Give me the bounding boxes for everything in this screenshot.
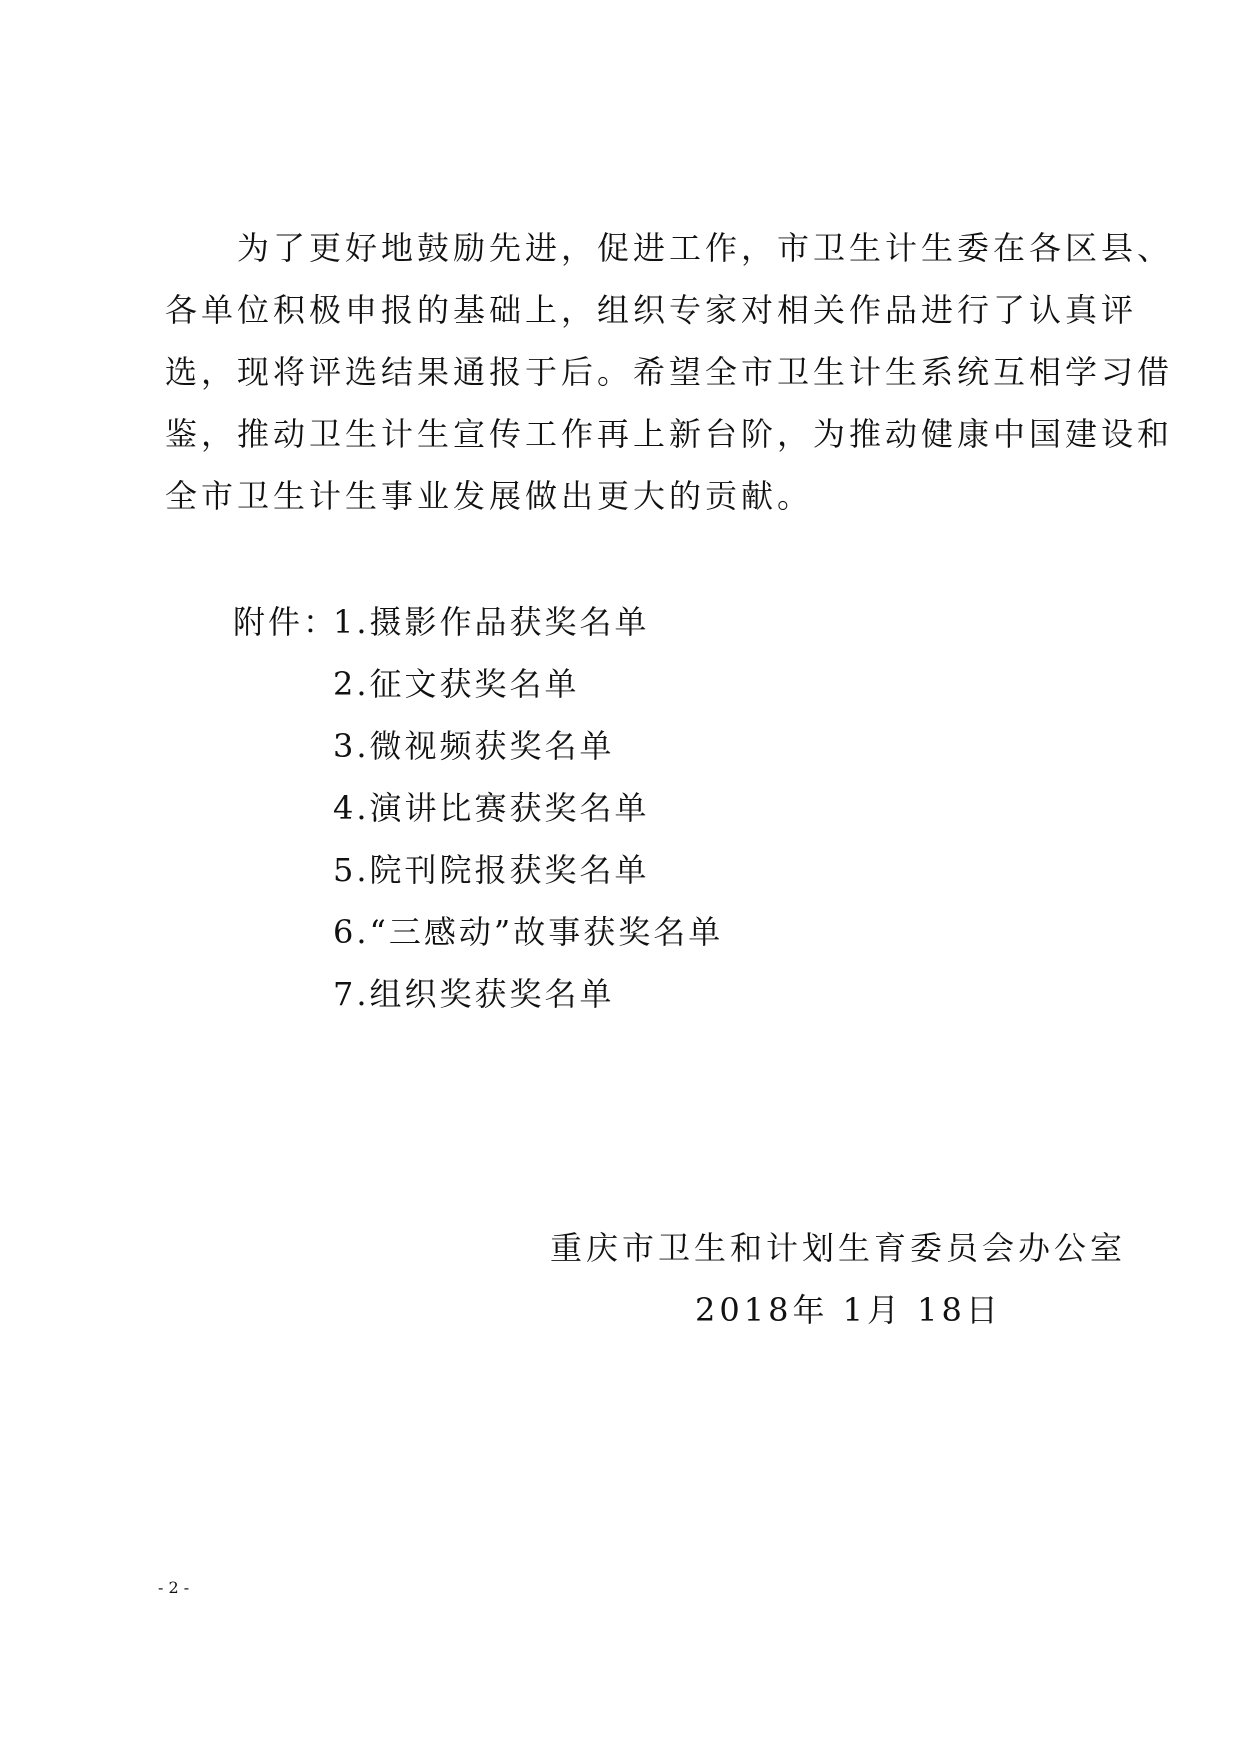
attachment-item-4: 4.演讲比赛获奖名单 [333, 789, 650, 827]
attachment-item-7: 7.组织奖获奖名单 [333, 975, 615, 1013]
paragraph-line-5: 全市卫生计生事业发展做出更大的贡献。 [165, 477, 814, 515]
paragraph-line-3: 选，现将评选结果通报于后。希望全市卫生计生系统互相学习借 [165, 353, 1174, 391]
attachments-label: 附件： [233, 603, 339, 641]
attachment-item-6: 6.“三感动”故事获奖名单 [333, 913, 724, 951]
paragraph-line-1: 为了更好地鼓励先进，促进工作，市卫生计生委在各区县、 [165, 229, 1174, 267]
page-number: - 2 - [158, 1578, 190, 1597]
paragraph-line-2: 各单位积极申报的基础上，组织专家对相关作品进行了认真评 [165, 291, 1138, 329]
attachment-item-5: 5.院刊院报获奖名单 [333, 851, 650, 889]
attachment-item-3: 3.微视频获奖名单 [333, 727, 615, 765]
paragraph-line-4: 鉴，推动卫生计生宣传工作再上新台阶，为推动健康中国建设和 [165, 415, 1174, 453]
signature-organization: 重庆市卫生和计划生育委员会办公室 [550, 1229, 1127, 1267]
signature-date: 2018年 1月 18日 [695, 1291, 1002, 1329]
attachment-item-1: 1.摄影作品获奖名单 [333, 603, 650, 641]
attachment-item-2: 2.征文获奖名单 [333, 665, 580, 703]
